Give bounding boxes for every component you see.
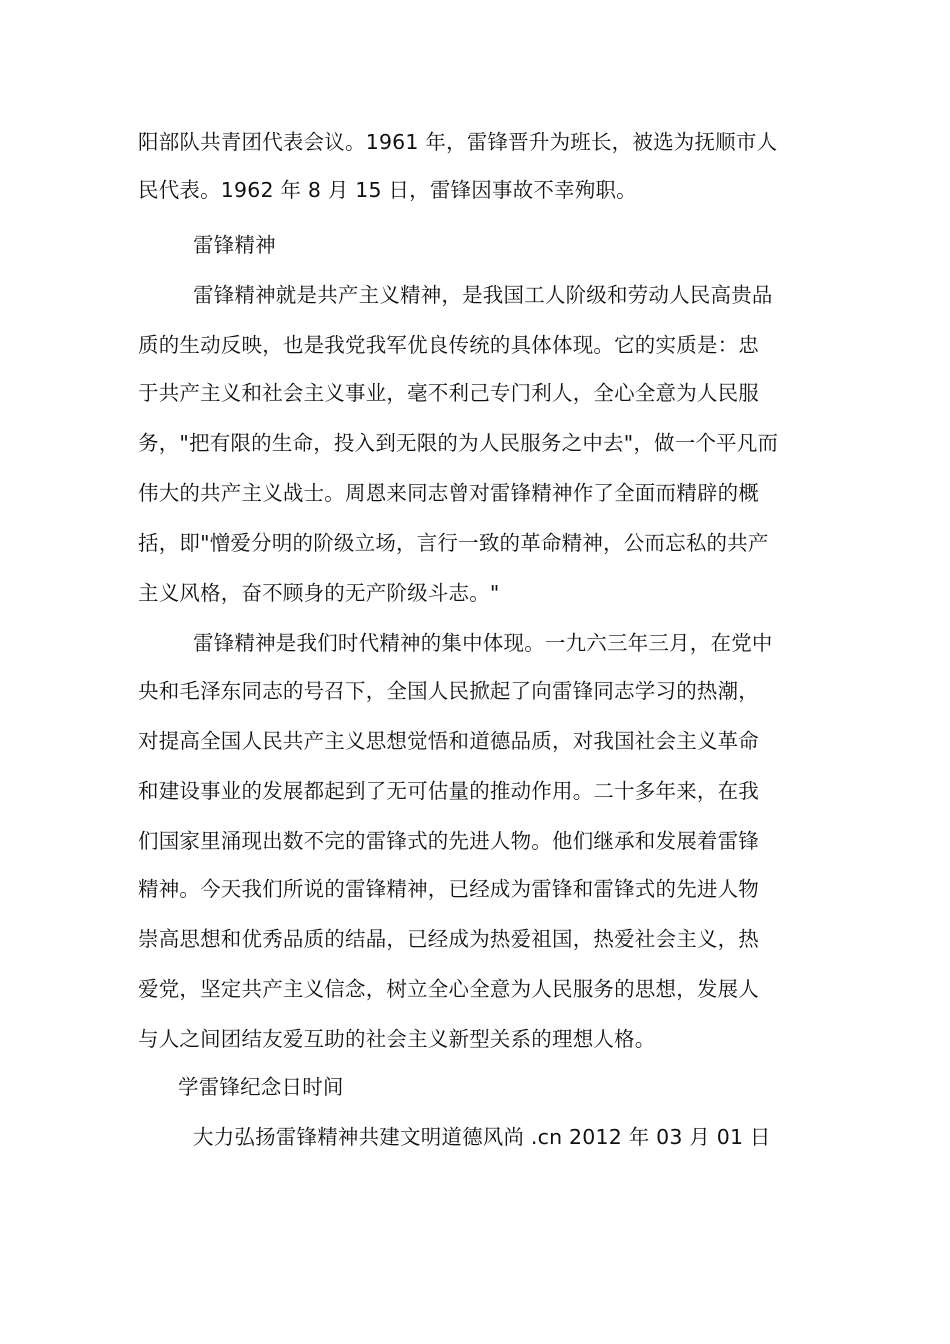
paragraph-line: 雷锋精神就是共产主义精神，是我国工人阶级和劳动人民高贵品 — [193, 283, 773, 307]
paragraph-line: 对提高全国人民共产主义思想觉悟和道德品质，对我国社会主义革命 — [138, 729, 759, 753]
section-heading-leifeng-spirit: 雷锋精神 — [193, 233, 276, 257]
paragraph-line: 主义风格，奋不顾身的无产阶级斗志。" — [138, 581, 500, 605]
paragraph-line: 于共产主义和社会主义事业，毫不利己专门利人，全心全意为人民服 — [138, 381, 759, 405]
paragraph-line: 们国家里涌现出数不完的雷锋式的先进人物。他们继承和发展着雷锋 — [138, 829, 759, 853]
section-heading-commemoration-date: 学雷锋纪念日时间 — [178, 1075, 344, 1099]
paragraph-line: 括，即"憎爱分明的阶级立场，言行一致的革命精神，公而忘私的共产 — [138, 531, 769, 555]
paragraph-line: 质的生动反映，也是我党我军优良传统的具体体现。它的实质是：忠 — [138, 333, 759, 357]
paragraph-line: 爱党，坚定共产主义信念，树立全心全意为人民服务的思想，发展人 — [138, 977, 759, 1001]
paragraph-line: 崇高思想和优秀品质的结晶，已经成为热爱祖国，热爱社会主义，热 — [138, 927, 759, 951]
paragraph-line: 和建设事业的发展都起到了无可估量的推动作用。二十多年来，在我 — [138, 779, 759, 803]
paragraph-line: 民代表。1962 年 8 月 15 日，雷锋因事故不幸殉职。 — [138, 178, 637, 202]
paragraph-line: 精神。今天我们所说的雷锋精神，已经成为雷锋和雷锋式的先进人物 — [138, 877, 759, 901]
paragraph-line: 大力弘扬雷锋精神共建文明道德风尚 .cn 2012 年 03 月 01 日 — [193, 1125, 771, 1149]
paragraph-line: 阳部队共青团代表会议。1961 年，雷锋晋升为班长，被选为抚顺市人 — [138, 130, 778, 154]
paragraph-line: 央和毛泽东同志的号召下，全国人民掀起了向雷锋同志学习的热潮， — [138, 679, 759, 703]
paragraph-line: 务，"把有限的生命，投入到无限的为人民服务之中去"，做一个平凡而 — [138, 431, 779, 455]
paragraph-line: 伟大的共产主义战士。周恩来同志曾对雷锋精神作了全面而精辟的概 — [138, 481, 759, 505]
paragraph-line: 与人之间团结友爱互助的社会主义新型关系的理想人格。 — [138, 1027, 656, 1051]
paragraph-line: 雷锋精神是我们时代精神的集中体现。一九六三年三月，在党中 — [193, 631, 773, 655]
